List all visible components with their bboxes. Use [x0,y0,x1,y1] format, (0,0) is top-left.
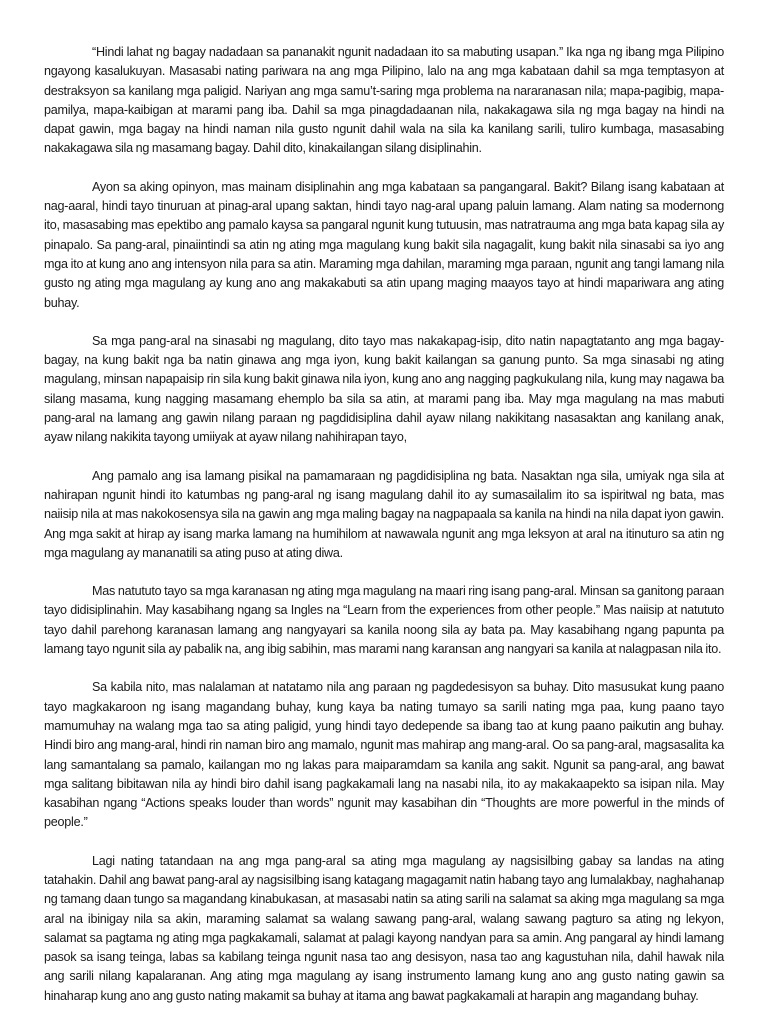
paragraph-4: Ang pamalo ang isa lamang pisikal na pamamaraan ng pagdidisiplina ng bata. Nasaktan nga sila, umiyak nga sila at nahirapan ngunit hindi ito katumbas ng pang-aral ng isang magulang dahil ito ay sumasailalim ito sa ispiritwal ng bata, mas naiisip nila at mas nakokosensya sila na gawin ang mga maling bagay na nagpapaala sa kanila na hindi na nila dapat iyon gawin. Ang mga sakit at hirap ay isang marka lamang na humihilom at nawawala ngunit ang mga leksyon at aral na itinuturo sa atin ng mga magulang ay mananatili sa ating puso at ating diwa. [44,468,724,560]
paragraph-2: Ayon sa aking opinyon, mas mainam disiplinahin ang mga kabataan sa pangangaral. Bakit? Bilang isang kabataan at nag-aaral, hindi tayo tinuruan at pinag-aral upang saktan, hindi tayo nag-aral upang paluin lamang. Alam nating sa modernong ito, masasabing mas epektibo ang pamalo kaysa sa pangaral ngunit kung tutuusin, mas natratrauma ang mga bata kapag sila ay pinapalo. Sa pang-aral, pinaiintindi sa atin ng ating mga magulang kung bakit sila nagagalit, kung bakit nila sinasabi sa iyo ang mga ito at kung ano ang intensyon nila para sa atin. Maraming mga dahilan, maraming mga paraan, ngunit ang tangi lamang nila gusto ng ating mga magulang ay kung ano ang makakabuti sa atin upang maging maayos tayo at hindi mapariwara ang ating buhay. [44,179,724,310]
paragraph-6: Sa kabila nito, mas nalalaman at natatamo nila ang paraan ng pagdedesisyon sa buhay. Dito masusukat kung paano tayo magkakaroon ng isang magandang buhay, kung kaya ba nating tumayo sa sarili nating mga paa, kung paano tayo mamumuhay na walang mga tao sa ating paligid, yung hindi tayo dedepende sa ibang tao at kung paano paikutin ang buhay. Hindi biro ang mang-aral, hindi rin naman biro ang mamalo, ngunit mas mahirap ang mang-aral. Oo sa pang-aral, magsasalita ka lang samantalang sa pamalo, kailangan mo ng lakas para maiparamdam sa kanila ang sakit. Ngunit sa pang-aral, ang bawat mga salitang bibitawan nila ay hindi biro dahil isang pagkakamali lang na nasabi nila, ito ay makakaapekto sa isipan nila. May kasabihan ngang “Actions speaks louder than words” ngunit may kasabihan din “Thoughts are more powerful in the minds of people.” [44,680,724,830]
paragraph-3: Sa mga pang-aral na sinasabi ng magulang, dito tayo mas nakakapag-isip, dito natin napagtatanto ang mga bagay-bagay, na kung bakit nga ba natin ginawa ang mga iyon, kung bakit kailangan sa ganung punto. Sa mga sinasabi ng ating magulang, minsan napapaisip rin sila kung bakit ginawa nila iyon, kung ano ang nagging pagkukulang nila, kung may nagawa ba silang masama, kung nagging masamang ehemplo ba sila sa atin, at marami pang iba. May mga magulang na mas mabuti pang-aral na lamang ang gawin nilang paraan ng pagdidisiplina dahil ayaw nilang nakikitang nasasaktan ang kanilang anak, ayaw nilang nakikita tayong umiiyak at ayaw nilang nahihirapan tayo, [44,333,724,445]
paragraph-1: “Hindi lahat ng bagay nadadaan sa pananakit ngunit nadadaan ito sa mabuting usapan.” Ika nga ng ibang mga Pilipino ngayong kasalukuyan. Masasabi nating pariwara na ang mga Pilipino, lalo na ang mga kabataan dahil sa mga temptasyon at destraksyon sa kanilang mga paligid. Nariyan ang mga samu’t-saring mga problema na nararanasan nila; mapa-pagibig, mapa- pamilya, mapa-kaibigan at marami pang iba. Dahil sa mga pinagdadaanan nila, nakakagawa sila ng mga bagay na hindi na dapat gawin, mga bagay na hindi naman nila gusto ngunit dahil wala na sila ka kanilang sarili, tuliro kumbaga, masasabing nakakagawa sila ng masamang bagay. Dahil dito, kinakailangan silang disiplinahin. [44,45,724,156]
paragraph-5: Mas natututo tayo sa mga karanasan ng ating mga magulang na maari ring isang pang-aral. Minsan sa ganitong paraan tayo didisiplinahin. May kasabihang ngang sa Ingles na “Learn from the experiences from other people.” Mas naiisip at natututo tayo dahil parehong karanasan lamang ang nangyayari sa kanila noong sila ay bata pa. May kasabihang ngang papunta pa lamang tayo ngunit sila ay pabalik na, ang ibig sabihin, mas marami nang karansan ang nangyari sa kanila at nalagpasan nila ito. [44,584,724,657]
paragraph-7: Lagi nating tatandaan na ang mga pang-aral sa ating mga magulang ay nagsisilbing gabay sa landas na ating tatahakin. Dahil ang bawat pang-aral ay nagsisilbing isang katagang magagamit natin habang tayo ang lumalakbay, naghahanap ng tamang daan tungo sa magandang kinabukasan, at masasabi natin sa ating sarili na salamat sa aking mga magulang sa mga aral na ibinigay nila sa akin, maraming salamat sa walang sawang pang-aral, walang sawang pagturo sa ating ng lekyon, salamat sa pagtama ng ating mga pagkakamali, salamat at palagi kayong nandyan para sa amin. Ang pangaral ay hindi lamang pasok sa isang teinga, labas sa kabilang teinga ngunit nasa tao ang desisyon, nasa tao ang kagustuhan nila, dahil hawak nila ang sarili nilang kapalaranan. Ang ating mga magulang ay isang instrumento lamang kung ano ang gusto nating gawin sa hinaharap kung ano ang gusto nating makamit sa buhay at itama ang bawat pagkakamali at harapin ang magandang buhay. [44,853,724,1003]
